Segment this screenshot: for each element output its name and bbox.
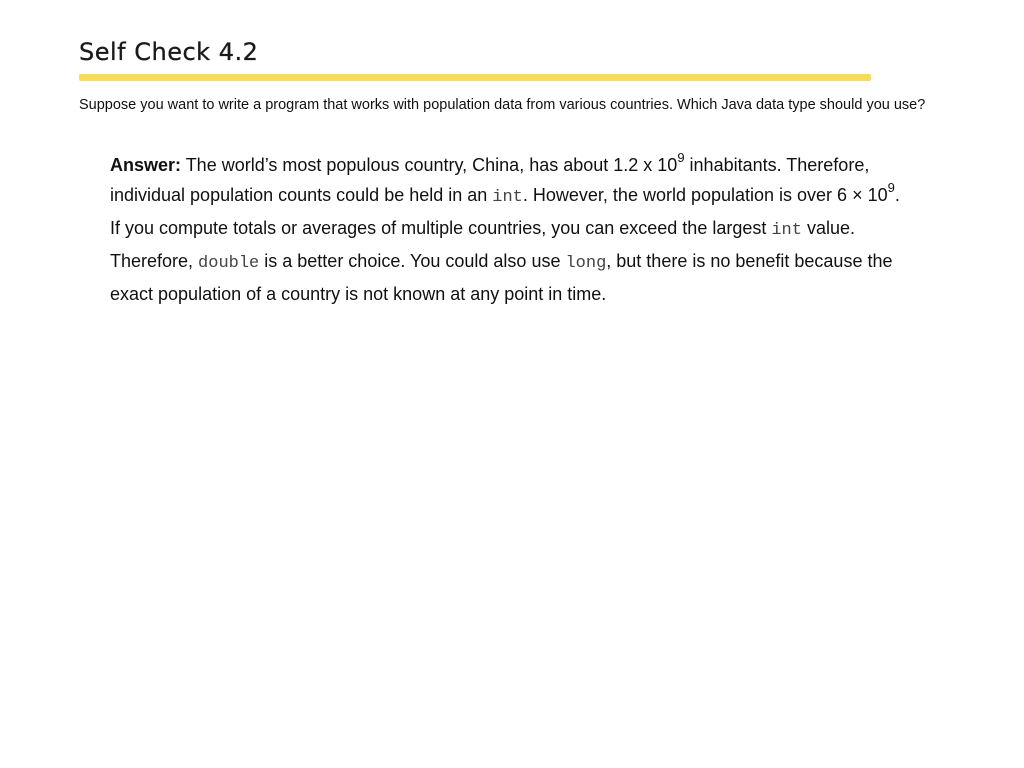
page-title: Self Check 4.2 <box>79 38 259 66</box>
answer-text-2: inhabitants. Therefore, individual population counts could be held in an <box>110 155 870 205</box>
code-int-2: int <box>771 221 802 240</box>
title-underline <box>79 74 871 81</box>
exponent-2: 9 <box>887 180 895 195</box>
code-long: long <box>565 254 607 273</box>
code-int-1: int <box>492 188 523 207</box>
answer-text-4: . If you compute totals or averages of multiple countries, you can exceed the largest <box>110 185 900 238</box>
answer-text-3: . However, the world population is over 6 × 10 <box>522 185 888 205</box>
answer-text-1: The world’s most populous country, China, has about 1.2 x 10 <box>181 155 678 175</box>
exponent-1: 9 <box>677 150 685 165</box>
question-text: Suppose you want to write a program that works with population data from various countries. Which Java data type should you use? <box>79 97 926 113</box>
answer-label: Answer: <box>110 155 182 175</box>
code-double: double <box>198 254 260 273</box>
answer-text-7: , but there is no benefit because the exact population of a country is not known at any point in time. <box>110 251 893 304</box>
answer-text-5: value. Therefore, <box>110 218 856 271</box>
answer-text-6: is a better choice. You could also use <box>259 251 566 271</box>
answer-paragraph <box>110 150 910 309</box>
